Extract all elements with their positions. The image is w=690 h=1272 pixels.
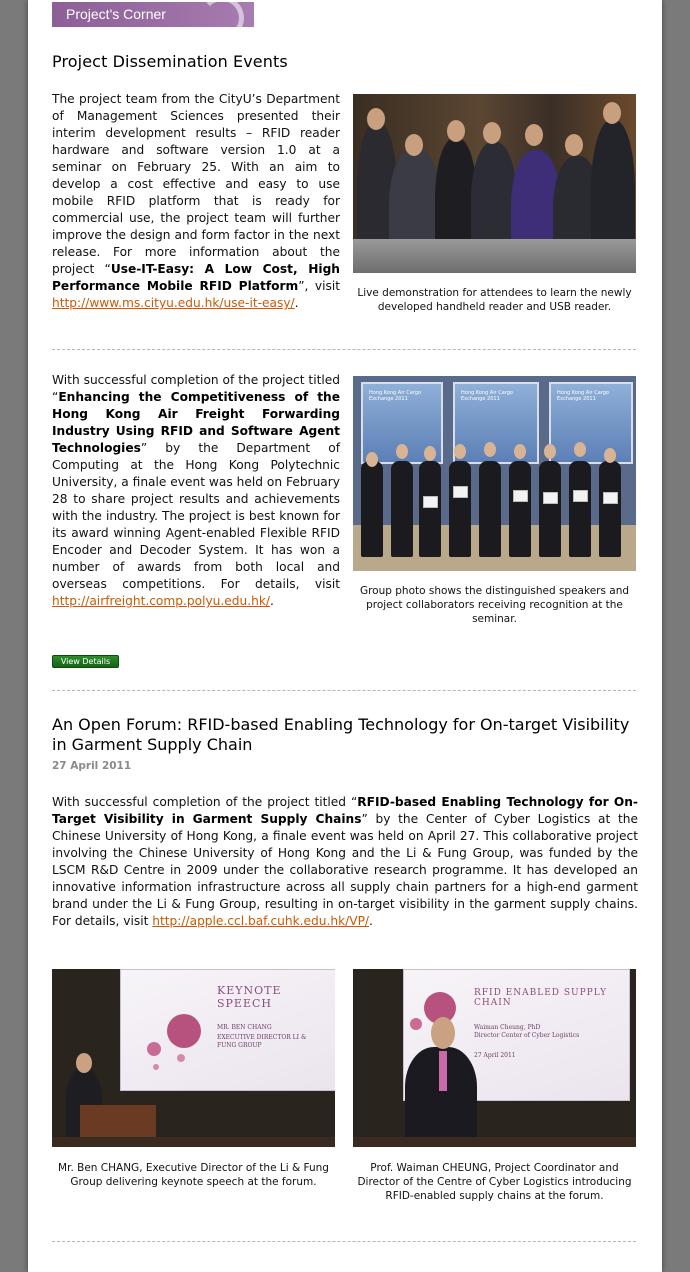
- photo-caption: Mr. Ben CHANG, Executive Director of the Li & Fung Group delivering keynote speech at the forum.: [58, 1162, 329, 1188]
- slide-role: EXECUTIVE DIRECTOR LI & FUNG GROUP: [217, 1034, 307, 1049]
- paragraph-text: ” by the Department of Computing at the Hong Kong Polytechnic University, a finale event was held on February 28 to share project results and achievements with the industry. The project is best known for its award winning Agent-enabled Flexible RFID Encoder and Decoder System. It has won a number of awards from both local and overseas competitions. For details, visit: [52, 441, 340, 591]
- project-title-bold: Use-IT-Easy: A Low Cost, High Performance Mobile RFID Platform: [52, 262, 340, 293]
- slide-name: MR. BEN CHANG: [217, 1024, 272, 1031]
- event-date: 27 April 2011: [52, 760, 132, 772]
- keynote-photo: [52, 969, 335, 1147]
- photo-banner-text: Hong Kong Air Cargo Exchange 2011: [461, 390, 513, 402]
- project-link[interactable]: http://airfreight.comp.polyu.edu.hk/: [52, 594, 270, 608]
- article-paragraph: [52, 794, 638, 930]
- photo-caption: Live demonstration for attendees to learn the newly developed handheld reader and USB reader.: [357, 287, 632, 313]
- demo-photo: [353, 94, 636, 273]
- projects-corner-banner: [52, 2, 254, 27]
- paragraph-text: The project team from the CityU’s Department of Management Sciences presented their interim development results – RFID reader hardware and software version 1.0 at a seminar on February 25. With an aim to develop a cost effective and easy to use mobile RFID platform that is ready for commercial use, the project team will further improve the design and form factor in the next release. For more information about the project “: [52, 92, 340, 276]
- swirl-logo-icon: [200, 2, 244, 27]
- newsletter-page: [28, 0, 662, 1272]
- group-photo: [353, 376, 636, 571]
- article-paragraph: [52, 372, 340, 610]
- view-details-button[interactable]: View Details: [52, 655, 119, 668]
- photo-caption: Prof. Waiman CHEUNG, Project Coordinator and Director of the Centre of Cyber Logistics introducing RFID-enabled supply chains at the forum.: [357, 1162, 632, 1202]
- slide-title: KEYNOTE SPEECH: [217, 984, 282, 1010]
- forum-title: An Open Forum: RFID-based Enabling Technology for On-target Visibility in Garment Supply Chain: [52, 715, 630, 754]
- photo-caption: Group photo shows the distinguished speakers and project collaborators receiving recognition at the seminar.: [359, 585, 630, 625]
- banner-label: Project's Corner: [66, 6, 166, 22]
- article-paragraph: [52, 91, 340, 312]
- paragraph-text: ” by the Center of Cyber Logistics at the Chinese University of Hong Kong, a finale event was held on April 27. This collaborative project involving the Chinese University of Hong Kong and the Li & Fung Group, was funded by the LSCM R&D Centre in 2009 under the collaborative research programme. It has developed an innovative information infrastructure across all supply chain partners for a high-end garment brand under the Li & Fung Group, resulting in on-target visibility in the garment supply chains. For details, visit: [52, 812, 638, 928]
- project-link[interactable]: http://www.ms.cityu.edu.hk/use-it-easy/: [52, 296, 295, 310]
- section-divider: [52, 690, 636, 691]
- paragraph-text: .: [294, 296, 299, 310]
- slide-date: 27 April 2011: [474, 1052, 516, 1059]
- project-link[interactable]: http://apple.ccl.baf.cuhk.edu.hk/VP/: [152, 914, 370, 928]
- photo-banner-text: Hong Kong Air Cargo Exchange 2011: [557, 390, 609, 402]
- paragraph-text: With successful completion of the project titled “: [52, 373, 340, 404]
- slide-role: Director Center of Cyber Logistics: [474, 1032, 580, 1039]
- slide-title: RFID ENABLED SUPPLY CHAIN: [474, 988, 608, 1008]
- photo-banner-text: Hong Kong Air Cargo Exchange 2011: [369, 390, 421, 402]
- project-title-bold: Enhancing the Competitiveness of the Hong Kong Air Freight Forwarding Industry Using RFID and Software Agent Technologies: [52, 390, 340, 455]
- paragraph-text: With successful completion of the project titled “: [52, 795, 358, 809]
- section-divider: [52, 1241, 636, 1242]
- paragraph-text: ”, visit: [298, 279, 340, 293]
- section-divider: [52, 349, 636, 350]
- slide-name: Waiman Cheung, PhD: [474, 1024, 541, 1031]
- speaker-photo: [353, 969, 636, 1147]
- section-title: Project Dissemination Events: [52, 52, 288, 71]
- paragraph-text: .: [369, 914, 373, 928]
- paragraph-text: .: [269, 594, 274, 608]
- project-title-bold: RFID-based Enabling Technology for On-Target Visibility in Garment Supply Chains: [52, 795, 638, 826]
